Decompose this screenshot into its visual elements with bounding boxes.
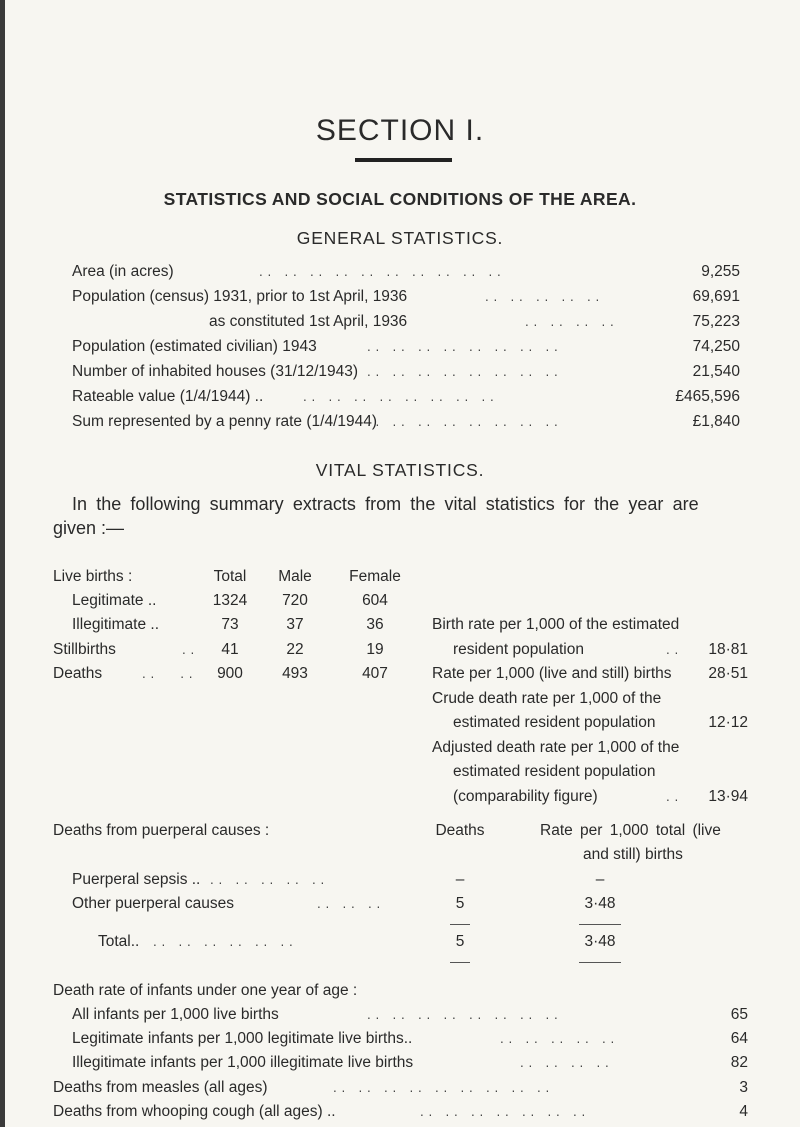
general-label: Area (in acres) bbox=[72, 263, 174, 280]
row-label: Legitimate infants per 1,000 legitimate live births.. bbox=[72, 1030, 413, 1047]
puerperal-heading: Deaths from puerperal causes : bbox=[53, 822, 270, 839]
total-rate: 3·48 bbox=[584, 933, 616, 950]
column-header: Rate per 1,000 total (live bbox=[540, 822, 721, 839]
cell-total: 41 bbox=[221, 641, 239, 658]
row-label: Deaths from whooping cough (all ages) .. bbox=[53, 1103, 336, 1120]
general-label: Number of inhabited houses (31/12/1943) bbox=[72, 363, 359, 380]
leader-dots: . . . . . . . . . . . . . . . . bbox=[303, 389, 495, 404]
leader-dots: . . bbox=[182, 642, 195, 657]
cell-rate: 3·48 bbox=[584, 895, 616, 912]
general-value: £465,596 bbox=[675, 388, 740, 405]
column-header: Live births : bbox=[53, 568, 133, 585]
cell-male: 493 bbox=[282, 665, 308, 682]
leader-dots: . . bbox=[666, 642, 679, 657]
general-value: 75,223 bbox=[692, 313, 740, 330]
rate-label: Adjusted death rate per 1,000 of the bbox=[432, 739, 680, 756]
cell-total: 900 bbox=[217, 665, 243, 682]
total-label: Total.. bbox=[98, 933, 140, 950]
rate-value: 28·51 bbox=[708, 665, 748, 682]
general-value: 21,540 bbox=[692, 363, 740, 380]
row-label: Illegitimate infants per 1,000 illegitimate live births bbox=[72, 1054, 414, 1071]
row-label: Deaths bbox=[53, 665, 103, 682]
leader-dots: . . . . . . . . . . bbox=[500, 1031, 615, 1046]
total-deaths: 5 bbox=[455, 933, 465, 950]
general-label: Rateable value (1/4/1944) .. bbox=[72, 388, 264, 405]
row-label: Illegitimate .. bbox=[72, 616, 160, 633]
intro-paragraph-line-1: In the following summary extracts from the vital statistics for the year are bbox=[72, 494, 699, 514]
leader-dots: . . . . . . . . . . . . . . . . . . . . bbox=[259, 264, 502, 279]
cell-female: 19 bbox=[366, 641, 384, 658]
leader-dots: . . . . . . . . . . . . bbox=[153, 934, 294, 949]
sum-rule bbox=[450, 962, 470, 963]
general-value: 9,255 bbox=[701, 263, 740, 280]
general-label: as constituted 1st April, 1936 bbox=[209, 313, 408, 330]
row-label: Legitimate .. bbox=[72, 592, 157, 609]
cell-rate: – bbox=[595, 871, 605, 888]
row-label: Puerperal sepsis .. bbox=[72, 871, 201, 888]
rate-label: (comparability figure) bbox=[453, 788, 598, 805]
rate-label: resident population bbox=[453, 641, 584, 658]
rate-value: 12·12 bbox=[708, 714, 748, 731]
leader-dots: . . . . . . . . . . bbox=[210, 872, 325, 887]
row-value: 65 bbox=[730, 1006, 748, 1023]
column-header: and still) births bbox=[583, 846, 683, 863]
rate-label: Crude death rate per 1,000 of the bbox=[432, 690, 662, 707]
main-heading: STATISTICS AND SOCIAL CONDITIONS OF THE AREA. bbox=[163, 189, 637, 209]
leader-dots: . . . . . . . . . . . . . . . . bbox=[367, 364, 559, 379]
rate-value: 18·81 bbox=[708, 641, 748, 658]
leader-dots: . . . . . . . . . . . . . . . . bbox=[367, 339, 559, 354]
infant-heading: Death rate of infants under one year of age : bbox=[53, 982, 358, 999]
vital-heading: VITAL STATISTICS. bbox=[315, 460, 485, 480]
rate-value: 13·94 bbox=[708, 788, 748, 805]
column-header: Deaths bbox=[435, 822, 485, 839]
section-title: SECTION I. bbox=[315, 114, 485, 147]
leader-dots: . . . . . . . . bbox=[525, 314, 615, 329]
leader-dots: . . . . . . . . . . . . . . . . . . bbox=[333, 1080, 550, 1095]
leader-dots: . . . . . . . . . . . . . . bbox=[420, 1104, 586, 1119]
cell-deaths: 5 bbox=[455, 895, 465, 912]
column-header: Male bbox=[278, 568, 312, 585]
cell-male: 37 bbox=[286, 616, 304, 633]
rate-label: Birth rate per 1,000 of the estimated bbox=[432, 616, 680, 633]
sum-rule bbox=[450, 924, 470, 925]
leader-dots: . . . . . . . . . . . . . . . . bbox=[367, 414, 559, 429]
row-value: 64 bbox=[730, 1030, 748, 1047]
leader-dots: . . . . . . . . . . . . . . . . bbox=[367, 1007, 559, 1022]
general-heading: GENERAL STATISTICS. bbox=[296, 228, 504, 248]
leader-dots: . . bbox=[666, 789, 679, 804]
column-header: Total bbox=[213, 568, 247, 585]
cell-male: 720 bbox=[282, 592, 308, 609]
cell-female: 36 bbox=[366, 616, 384, 633]
row-label: Deaths from measles (all ages) bbox=[53, 1079, 268, 1096]
row-value: 3 bbox=[739, 1079, 748, 1096]
column-header: Female bbox=[349, 568, 401, 585]
rate-label: estimated resident population bbox=[453, 714, 656, 731]
rate-label: Rate per 1,000 (live and still) births bbox=[432, 665, 672, 682]
leader-dots: . . . . . . . . . . bbox=[485, 289, 600, 304]
row-label: Other puerperal causes bbox=[72, 895, 234, 912]
general-label: Population (estimated civilian) 1943 bbox=[72, 338, 317, 355]
cell-total: 73 bbox=[221, 616, 239, 633]
binding-edge bbox=[0, 0, 5, 1127]
row-value: 4 bbox=[739, 1103, 748, 1120]
leader-dots: . . . . . . . . bbox=[520, 1055, 610, 1070]
rate-label: estimated resident population bbox=[453, 763, 656, 780]
row-value: 82 bbox=[730, 1054, 748, 1071]
cell-female: 604 bbox=[362, 592, 388, 609]
row-label: Stillbirths bbox=[53, 641, 116, 658]
title-underline bbox=[355, 158, 452, 162]
general-value: 69,691 bbox=[692, 288, 740, 305]
intro-paragraph-line-2: given :— bbox=[53, 518, 125, 538]
cell-total: 1324 bbox=[212, 592, 248, 609]
cell-deaths: – bbox=[455, 871, 465, 888]
sum-rule bbox=[579, 924, 621, 925]
general-label: Sum represented by a penny rate (1/4/1944) bbox=[72, 413, 378, 430]
general-value: £1,840 bbox=[692, 413, 740, 430]
sum-rule bbox=[579, 962, 621, 963]
general-label: Population (census) 1931, prior to 1st April, 1936 bbox=[72, 288, 408, 305]
cell-female: 407 bbox=[362, 665, 388, 682]
row-label: All infants per 1,000 live births bbox=[72, 1006, 279, 1023]
leader-dots: . . . . bbox=[142, 666, 194, 681]
leader-dots: . . . . . . bbox=[317, 896, 381, 911]
cell-male: 22 bbox=[286, 641, 304, 658]
general-value: 74,250 bbox=[692, 338, 740, 355]
